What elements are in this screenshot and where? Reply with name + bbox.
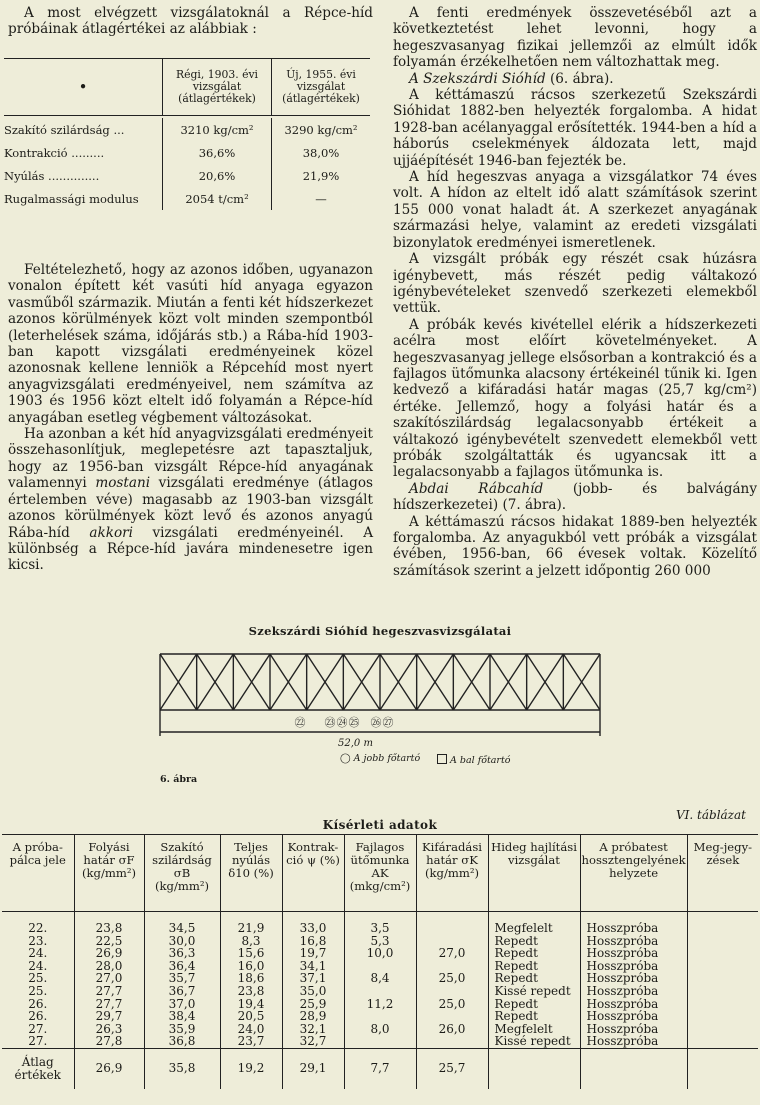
column-header: A próbatest hossztengelyének helyzete <box>580 835 687 912</box>
table-cell: Megfelelt <box>488 912 580 935</box>
column-header: Kontrak-ció ψ (%) <box>282 835 344 912</box>
table-cell <box>687 1010 758 1023</box>
table-cell: 35,7 <box>144 972 220 985</box>
legend-right-girder: ◯ A jobb főtartó <box>340 753 421 764</box>
table-cell: 16,0 <box>220 960 282 973</box>
paragraph: Feltételezhető, hogy az azonos időben, ugyanazon vonalon épített két vasúti híd anyaga egyazon vasműből származik. Miután a fenti két hídszerkezet azonos körülmények közt volt minden szempontból (leterhelések száma, időjárás stb.) a Rába-híd 1903-ban kapott vizsgálati eredményeinek közel azonosnak kellene lenniök a Répcehíd most nyert anyagvizsgálati eredményeivel, nem számítva az 1903 és 1956 közt eltelt idő folyamán a Répce-híd anyagában esetleg végbement változásokat. <box>8 262 373 426</box>
paragraph: A kéttámaszú rácsos szerkezetű Szekszárdi Sióhidat 1882-ben helyezték forgalomba. A hidat 1928-ban acélanyaggal erősítették. 1944-ben a híd a háborús cselekmények áldozata lett, majd ujjáépítését 1946-ban fejezték be. <box>393 87 757 169</box>
table-cell: Hosszpróba <box>580 1035 687 1048</box>
table-cell: 25,0 <box>416 972 488 985</box>
table1-row-label: Rugalmassági modulus <box>4 191 139 206</box>
table-cell: 5,3 <box>344 935 416 948</box>
average-cell <box>488 1048 580 1089</box>
table-cell: Kissé repedt <box>488 1035 580 1048</box>
table1-old-value: 20,6% <box>163 164 272 187</box>
table-cell: 19,4 <box>220 998 282 1011</box>
table1-row-label: Kontrakció ......... <box>4 145 105 160</box>
emphasis: mostani <box>95 475 151 492</box>
table-cell: 16,8 <box>282 935 344 948</box>
specimen-mark: ㉓ <box>324 716 336 729</box>
table-cell <box>687 947 758 960</box>
table-cell: 24,0 <box>220 1023 282 1036</box>
table-cell: 26. <box>28 996 48 1011</box>
table-cell: 23. <box>28 933 48 948</box>
table-cell: 36,7 <box>144 985 220 998</box>
table1-old-value: 3210 kg/cm² <box>163 118 272 141</box>
table-cell: 23,8 <box>220 985 282 998</box>
average-cell: 35,8 <box>144 1048 220 1089</box>
table-cell: 24. <box>28 946 48 961</box>
table-cell: 20,5 <box>220 1010 282 1023</box>
table-cell: 27. <box>28 1021 48 1036</box>
table-cell: 36,3 <box>144 947 220 960</box>
emphasis: akkori <box>89 524 133 541</box>
specimen-mark: ㉔ <box>336 716 348 729</box>
table-cell: Hosszpróba <box>580 985 687 998</box>
table-cell: 27,7 <box>74 998 144 1011</box>
column-header: Fajlagos ütőmunka AK (mkg/cm²) <box>344 835 416 912</box>
section-heading-szekszard: A Szekszárdi Sióhíd (6. ábra). <box>409 70 614 87</box>
table-label: VI. táblázat <box>676 808 746 822</box>
table-cell: Hosszpróba <box>580 998 687 1011</box>
table-cell <box>416 985 488 998</box>
table-cell: Repedt <box>488 998 580 1011</box>
table-cell: 34,5 <box>144 912 220 935</box>
table-row <box>2 1010 758 1023</box>
table-cell: Megfelelt <box>488 1023 580 1036</box>
table-cell: Hosszpróba <box>580 972 687 985</box>
table-cell: 11,2 <box>344 998 416 1011</box>
table-cell: 24. <box>28 958 48 973</box>
table-cell: Kissé repedt <box>488 985 580 998</box>
section-heading-abda: Abdai Rábcahíd (jobb- és balvágány hídszerkezetei) (7. ábra). <box>393 480 757 514</box>
col-new-header: Új, 1955. évi vizsgálat (átlagértékek) <box>272 59 371 116</box>
table1-new-value: — <box>272 187 371 210</box>
average-cell: 7,7 <box>344 1048 416 1089</box>
left-body <box>8 262 373 574</box>
table-cell: 8,0 <box>344 1023 416 1036</box>
paragraph: A fenti eredmények összevetéséből azt a következtetést lehet levonni, hogy a hegeszvasanyag fizikai jellemzői az elmúlt idők folyamán érzékelhetően nem változhattak meg. <box>393 5 757 71</box>
table-row <box>2 1035 758 1048</box>
table-cell: 8,4 <box>344 972 416 985</box>
intro-paragraph: A most elvégzett vizsgálatoknál a Répce-híd próbáinak átlagértékei az alábbiak : <box>8 5 373 38</box>
table-cell <box>687 998 758 1011</box>
figure-caption: 6. ábra <box>160 774 198 785</box>
table-cell <box>416 912 488 935</box>
table-cell <box>687 972 758 985</box>
table-cell: 3,5 <box>344 912 416 935</box>
table-cell <box>344 1035 416 1048</box>
paragraph: A vizsgált próbák egy részét csak húzásra igénybevett, más részét pedig váltakozó igénybevételeket szenvedő szerkezeti elemekből vettük. <box>393 251 757 317</box>
table-cell <box>687 985 758 998</box>
figure-title: Szekszárdi Sióhíd hegeszvasvizsgálatai <box>248 624 512 638</box>
table-cell: Repedt <box>488 960 580 973</box>
table-cell: 35,0 <box>282 985 344 998</box>
average-cell: 25,7 <box>416 1048 488 1089</box>
table-cell: Repedt <box>488 947 580 960</box>
table-cell: 27,0 <box>416 947 488 960</box>
column-header: Meg-jegy-zések <box>687 835 758 912</box>
column-header: Hideg hajlítási vizsgálat <box>488 835 580 912</box>
table-cell: 36,8 <box>144 1035 220 1048</box>
average-cell <box>687 1048 758 1089</box>
average-row <box>2 1048 758 1089</box>
table-cell: 37,0 <box>144 998 220 1011</box>
column-header: Folyási határ σF (kg/mm²) <box>74 835 144 912</box>
col-old-header: Régi, 1903. évi vizsgálat (átlagértékek) <box>163 59 272 116</box>
table-cell: 22. <box>28 921 48 935</box>
specimen-mark: ㉖ <box>370 716 382 729</box>
table1-old-value: 2054 t/cm² <box>163 187 272 210</box>
table-cell: Hosszpróba <box>580 1023 687 1036</box>
table-cell: Repedt <box>488 935 580 948</box>
table-cell <box>344 985 416 998</box>
table-cell: 25. <box>28 971 48 986</box>
specimen-mark: ㉒ <box>294 716 306 729</box>
table-cell: 26. <box>28 1009 48 1024</box>
table-cell: 23,7 <box>220 1035 282 1048</box>
table-cell: 32,1 <box>282 1023 344 1036</box>
table-cell: 37,1 <box>282 972 344 985</box>
table-cell: Hosszpróba <box>580 1010 687 1023</box>
table-cell: Hosszpróba <box>580 912 687 935</box>
table-cell: 32,7 <box>282 1035 344 1048</box>
table-cell: 29,7 <box>74 1010 144 1023</box>
table-cell: Hosszpróba <box>580 935 687 948</box>
table-row <box>2 985 758 998</box>
table-cell <box>687 935 758 948</box>
table-cell: 25. <box>28 983 48 998</box>
experimental-data-table <box>2 835 758 1089</box>
table1-old-value: 36,6% <box>163 141 272 164</box>
left-column <box>8 5 373 38</box>
bullet: • <box>78 78 88 96</box>
table-cell: 10,0 <box>344 947 416 960</box>
table-cell: 38,4 <box>144 1010 220 1023</box>
table-cell: 36,4 <box>144 960 220 973</box>
table-cell <box>416 1010 488 1023</box>
column-header: Teljes nyúlás δ10 (%) <box>220 835 282 912</box>
table1-new-value: 3290 kg/cm² <box>272 118 371 141</box>
right-column <box>393 5 757 579</box>
table-cell: 19,7 <box>282 947 344 960</box>
average-cell <box>580 1048 687 1089</box>
column-header: Szakító szilárdság σB (kg/mm²) <box>144 835 220 912</box>
table-cell: 8,3 <box>220 935 282 948</box>
table-cell: 22,5 <box>74 935 144 948</box>
table-cell <box>687 1035 758 1048</box>
table1-row-label: Nyúlás .............. <box>4 168 100 183</box>
table-cell: 25,9 <box>282 998 344 1011</box>
table-cell: 26,3 <box>74 1023 144 1036</box>
table-row <box>2 912 758 935</box>
paragraph: Ha azonban a két híd anyagvizsgálati eredményeit összehasonlítjuk, meglepetésre azt tapasztaljuk, hogy az 1956-ban vizsgált Répce-híd anyagának valamennyi mostani vizsgálati eredménye (átlagos értelemben véve) magasabb az 1903-ban vizsgált azonos körülmények közt levő és azonos anyagú Rába-híd akkori vizsgálati eredményeinél. A különbség a Répce-híd javára mindenesetre igen kicsi. <box>8 426 374 574</box>
table-cell <box>687 912 758 935</box>
average-cell: 26,9 <box>74 1048 144 1089</box>
table-cell: 26,0 <box>416 1023 488 1036</box>
table-cell: 34,1 <box>282 960 344 973</box>
table1-new-value: 38,0% <box>272 141 371 164</box>
average-cell: Átlag értékek <box>2 1048 74 1089</box>
table-cell: Repedt <box>488 972 580 985</box>
truss-figure <box>150 646 610 766</box>
table-cell <box>416 1035 488 1048</box>
comparison-table <box>4 59 370 210</box>
table-cell: 28,0 <box>74 960 144 973</box>
table-cell: 15,6 <box>220 947 282 960</box>
specimen-mark: ㉗ <box>382 716 394 729</box>
span-label: 52,0 m <box>338 738 373 749</box>
legend-left-girder: A bal főtartó <box>437 754 511 766</box>
table-cell: 28,9 <box>282 1010 344 1023</box>
table1-new-value: 21,9% <box>272 164 371 187</box>
table-cell: 30,0 <box>144 935 220 948</box>
column-header: Kifáradási határ σK (kg/mm²) <box>416 835 488 912</box>
table-cell: 27. <box>28 1034 48 1049</box>
table-cell: 27,0 <box>74 972 144 985</box>
table-title: Kísérleti adatok <box>322 818 438 832</box>
table-cell: 25,0 <box>416 998 488 1011</box>
average-cell: 19,2 <box>220 1048 282 1089</box>
paragraph: A híd hegeszvas anyaga a vizsgálatkor 74 éves volt. A hídon az eltelt idő alatt számítások szerint 155 000 vonat haladt át. A szerkezet anyagának származási helye, valamint az eredeti vizsgálati bizonylatok eredményei ismeretlenek. <box>393 169 757 251</box>
table-cell: 23,8 <box>74 912 144 935</box>
table-row <box>2 947 758 960</box>
paragraph: A kéttámaszú rácsos hidakat 1889-ben helyezték forgalomba. Az anyagukból vett próbák a vizsgálat évében, 1956-ban, 66 évesek voltak. Közelítő számítások szerint a jelzett időpontig 260 000 <box>393 513 757 579</box>
table-cell: Hosszpróba <box>580 960 687 973</box>
specimen-mark: ㉕ <box>348 716 360 729</box>
average-cell: 29,1 <box>282 1048 344 1089</box>
column-header: A próba-pálca jele <box>2 835 74 912</box>
table-cell: 33,0 <box>282 912 344 935</box>
table1-row-label: Szakító szilárdság ... <box>4 122 125 137</box>
table-cell <box>687 960 758 973</box>
table-cell: 21,9 <box>220 912 282 935</box>
table-cell <box>687 1023 758 1036</box>
table-cell: Repedt <box>488 1010 580 1023</box>
table-cell: 18,6 <box>220 972 282 985</box>
table-cell <box>344 1010 416 1023</box>
table-cell: Hosszpróba <box>580 947 687 960</box>
paragraph: A próbák kevés kivétellel elérik a hídszerkezeti acélra most előírt követelményeket. A hegeszvasanyag jellege elsősorban a kontrakció és a fajlagos ütőmunka alacsony értékeinél tűnik ki. Igen kedvező a kifáradási határ magas (25,7 kg/cm²) értéke. Jellemző, hogy a folyási határ és a szakítószilárdság legalacsonyabb értékeit a váltakozó igénybevételt szenvedett elemekből vett próbák szolgáltatták és ugyancsak itt a legalacsonyabb a fajlagos ütőmunka is. <box>393 316 757 481</box>
table-cell: 35,9 <box>144 1023 220 1036</box>
table-cell: 27,8 <box>74 1035 144 1048</box>
table-cell: 26,9 <box>74 947 144 960</box>
table-cell: 27,7 <box>74 985 144 998</box>
